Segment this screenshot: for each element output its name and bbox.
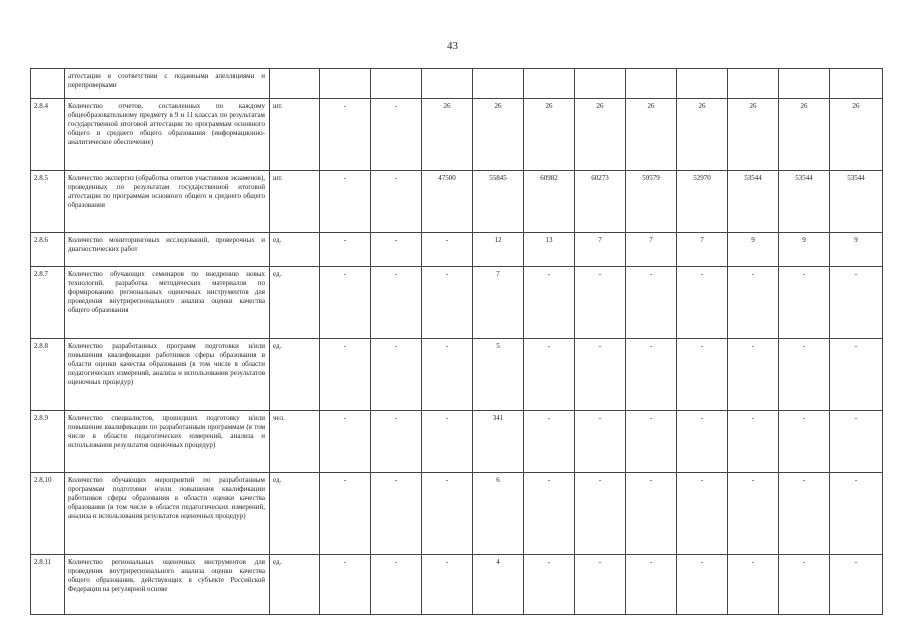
row-value [320,69,371,99]
row-value: 47500 [422,171,473,233]
row-description: Количество региональных оценочных инструментов для проведения внутрирегионального анализа оценки качества общего образования, действующих в субъекте Российской Федерации на регулярной основе [65,555,270,615]
row-value: 9 [728,233,779,267]
row-value: 26 [728,99,779,171]
row-value: 12 [473,233,524,267]
row-value: 7 [677,233,728,267]
row-value: - [626,555,677,615]
row-value: 341 [473,411,524,473]
row-value [626,69,677,99]
row-value: - [320,267,371,339]
row-value: - [524,267,575,339]
row-value: - [422,473,473,555]
row-unit: шт. [270,171,320,233]
row-value [524,69,575,99]
row-value: - [320,411,371,473]
row-code: 2.8.11 [31,555,65,615]
row-value: - [422,555,473,615]
row-value: 60982 [524,171,575,233]
row-description: аттестации в соответствии с поданными апелляциями и перепроверками [65,69,270,99]
row-value: - [779,267,830,339]
row-code: 2.8.4 [31,99,65,171]
row-value: 26 [524,99,575,171]
row-value: - [779,555,830,615]
row-value [779,69,830,99]
row-description: Количество экспертиз (обработка ответов участников экзаменов), проведенных по результатам государственной итоговой аттестации по программам основного общего и среднего общего образования [65,171,270,233]
row-value: 4 [473,555,524,615]
row-value: - [320,171,371,233]
row-value: - [728,555,779,615]
table-body [31,69,883,615]
row-value: 7 [575,233,626,267]
row-value: 26 [473,99,524,171]
row-value [830,69,883,99]
row-value: 53544 [779,171,830,233]
row-value: - [575,555,626,615]
row-value: - [575,411,626,473]
row-value: - [830,339,883,411]
row-value: 7 [473,267,524,339]
row-value: 26 [677,99,728,171]
row-value: - [320,473,371,555]
row-code [31,69,65,99]
row-value [728,69,779,99]
row-value: - [728,339,779,411]
row-unit: ед. [270,555,320,615]
row-value: - [320,339,371,411]
row-value: 55845 [473,171,524,233]
row-value: - [371,267,422,339]
row-value: - [575,267,626,339]
row-unit [270,69,320,99]
row-value: - [524,473,575,555]
row-value: 9 [779,233,830,267]
table-row [31,99,883,171]
row-value: - [626,267,677,339]
row-value: - [626,473,677,555]
row-value: 6 [473,473,524,555]
row-unit: ед. [270,267,320,339]
row-value: - [830,267,883,339]
row-code: 2.8.6 [31,233,65,267]
row-description: Количество специалистов, прошедших подготовку и/или повышение квалификации по разработанным программам (в том числе в области педагогических измерений, анализа и использования результатов оценочных процедур) [65,411,270,473]
row-value: 53544 [728,171,779,233]
row-description: Количество обучающих мероприятий по разработанным программам подготовки и/или повышения квалификации работников сферы образования в области оценки качества образования (в том числе в области педагогических измерений, анализа и использования результатов оценочных процедур) [65,473,270,555]
page-number: 43 [447,40,458,52]
row-value: - [422,267,473,339]
indicators-table [30,68,883,615]
row-value: - [371,411,422,473]
row-value [473,69,524,99]
row-value: - [524,339,575,411]
row-value: - [524,411,575,473]
row-value: - [677,267,728,339]
table-row [31,171,883,233]
row-unit: ед. [270,473,320,555]
row-value: - [677,339,728,411]
row-unit: ед. [270,339,320,411]
row-value: - [779,473,830,555]
row-unit: чел. [270,411,320,473]
row-value: - [320,555,371,615]
row-value: - [371,339,422,411]
row-value: - [626,411,677,473]
row-value: - [830,555,883,615]
row-value: - [728,473,779,555]
row-value: 9 [830,233,883,267]
row-value: 26 [422,99,473,171]
row-value: - [524,555,575,615]
row-value: - [728,411,779,473]
row-description: Количество обучающих семинаров по внедрению новых технологий, разработка методических материалов по формированию региональных оценочных инструментов для проведения внутрирегионального анализа оценки качества общего образования [65,267,270,339]
row-value [677,69,728,99]
table-row [31,339,883,411]
row-value: - [830,473,883,555]
row-value: - [371,233,422,267]
row-code: 2.8.7 [31,267,65,339]
row-value: 26 [575,99,626,171]
row-value: - [422,411,473,473]
row-value: - [779,411,830,473]
row-value: - [779,339,830,411]
row-value: - [422,339,473,411]
row-value: - [320,233,371,267]
row-value: 7 [626,233,677,267]
row-value: - [371,171,422,233]
row-value: 13 [524,233,575,267]
row-code: 2.8.8 [31,339,65,411]
table-row [31,69,883,99]
table-row [31,473,883,555]
row-unit: шт. [270,99,320,171]
table-row [31,555,883,615]
row-value: 60273 [575,171,626,233]
row-value: - [575,339,626,411]
row-value: 52970 [677,171,728,233]
row-code: 2.8.10 [31,473,65,555]
row-value: - [677,411,728,473]
row-value: - [320,99,371,171]
table-row [31,233,883,267]
row-code: 2.8.5 [31,171,65,233]
row-value: - [728,267,779,339]
row-value: - [830,411,883,473]
row-value: 26 [830,99,883,171]
table-row [31,267,883,339]
row-value: 5 [473,339,524,411]
row-value: 53544 [830,171,883,233]
row-value: 26 [779,99,830,171]
row-value: 59579 [626,171,677,233]
row-value: - [575,473,626,555]
row-value [371,69,422,99]
row-value: - [371,99,422,171]
row-value: - [371,473,422,555]
row-description: Количество отчетов, составленных по каждому общеобразовательному предмету в 9 и 11 классах по результатам государственной итоговой аттестации по программам основного общего и среднего общего образования (информационно-аналитическое обеспечение) [65,99,270,171]
row-description: Количество разработанных программ подготовки и/или повышения квалификации работников сферы образования в области оценки качества образования (в том числе в области педагогических измерений, анализа и использования результатов оценочных процедур) [65,339,270,411]
row-description: Количество мониторинговых исследований, проверочных и диагностических работ [65,233,270,267]
table-row [31,411,883,473]
row-value: - [422,233,473,267]
row-unit: ед. [270,233,320,267]
row-value: - [677,473,728,555]
row-value [422,69,473,99]
row-value: - [626,339,677,411]
row-value: - [371,555,422,615]
row-code: 2.8.9 [31,411,65,473]
row-value: - [677,555,728,615]
row-value [575,69,626,99]
row-value: 26 [626,99,677,171]
